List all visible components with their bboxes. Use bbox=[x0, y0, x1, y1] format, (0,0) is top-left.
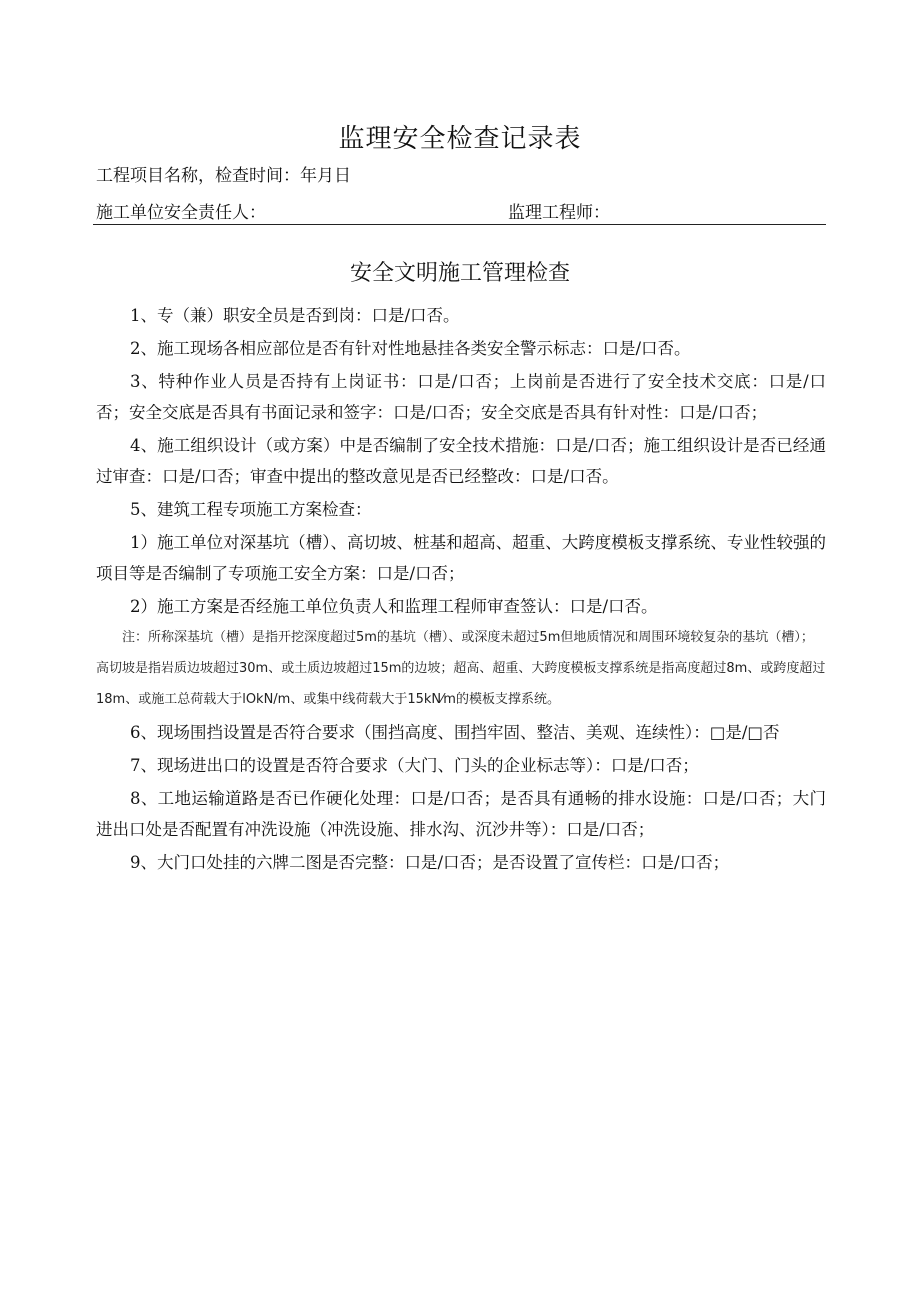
section-title: 安全文明施工管理检查 bbox=[349, 261, 570, 286]
project-info-line: 工程项目名称，检查时间：年月日 bbox=[96, 166, 351, 186]
check-item-1: 1、专（兼）职安全员是否到岗：口是/口否。 bbox=[130, 306, 460, 325]
checklist-body bbox=[96, 300, 826, 878]
check-item-9: 9、大门口处挂的六牌二图是否完整：口是/口否；是否设置了宣传栏：口是/口否； bbox=[130, 853, 730, 872]
check-item-8: 8、工地运输道路是否已作硬化处理：口是/口否；是否具有通畅的排水设施：口是/口否；大门进出口处是否配置有冲洗设施（冲洗设施、排水沟、沉沙井等）：口是/口否； bbox=[96, 789, 826, 839]
check-item-7: 7、现场进出口的设置是否符合要求（大门、门头的企业标志等）：口是/口否； bbox=[130, 756, 699, 775]
contractor-safety-label: 施工单位安全责任人： bbox=[96, 203, 266, 223]
document-title: 监理安全检查记录表 bbox=[338, 124, 582, 154]
check-item-3: 3、特种作业人员是否持有上岗证书：口是/口否；上岗前是否进行了安全技术交底：口是/口否；安全交底是否具有书面记录和签字：口是/口否；安全交底是否具有针对性：口是/口否； bbox=[96, 372, 826, 422]
header-divider bbox=[93, 224, 826, 225]
check-item-5: 5、建筑工程专项施工方案检查： bbox=[130, 500, 372, 519]
supervising-engineer-label: 监理工程师： bbox=[508, 203, 610, 223]
definition-note: 注：所称深基坑（槽）是指开挖深度超过5m的基坑（槽）、或深度未超过5m但地质情况和周围环境较复杂的基坑（槽）；高切坡是指岩质边坡超过30m、或土质边坡超过15m的边坡；超高、超重、大跨度模板支撑系统是指高度超过8m、或跨度超过18m、或施工总荷载大于lOkN/m、或集中线荷载大于15kN⁄m的模板支撑系统。 bbox=[96, 630, 826, 707]
check-item-6: 6、现场围挡设置是否符合要求（围挡高度、围挡牢固、整洁、美观、连续性）：□是/□否 bbox=[130, 723, 780, 742]
check-item-2: 2、施工现场各相应部位是否有针对性地悬挂各类安全警示标志：口是/口否。 bbox=[130, 339, 691, 358]
check-item-4: 4、施工组织设计（或方案）中是否编制了安全技术措施：口是/口否；施工组织设计是否已经通过审查：口是/口否；审查中提出的整改意见是否已经整改：口是/口否。 bbox=[96, 436, 826, 486]
check-item-5-1: 1）施工单位对深基坑（槽）、高切坡、桩基和超高、超重、大跨度模板支撑系统、专业性较强的项目等是否编制了专项施工安全方案：口是/口否； bbox=[96, 533, 826, 583]
check-item-5-2: 2）施工方案是否经施工单位负责人和监理工程师审查签认：口是/口否。 bbox=[130, 597, 658, 616]
